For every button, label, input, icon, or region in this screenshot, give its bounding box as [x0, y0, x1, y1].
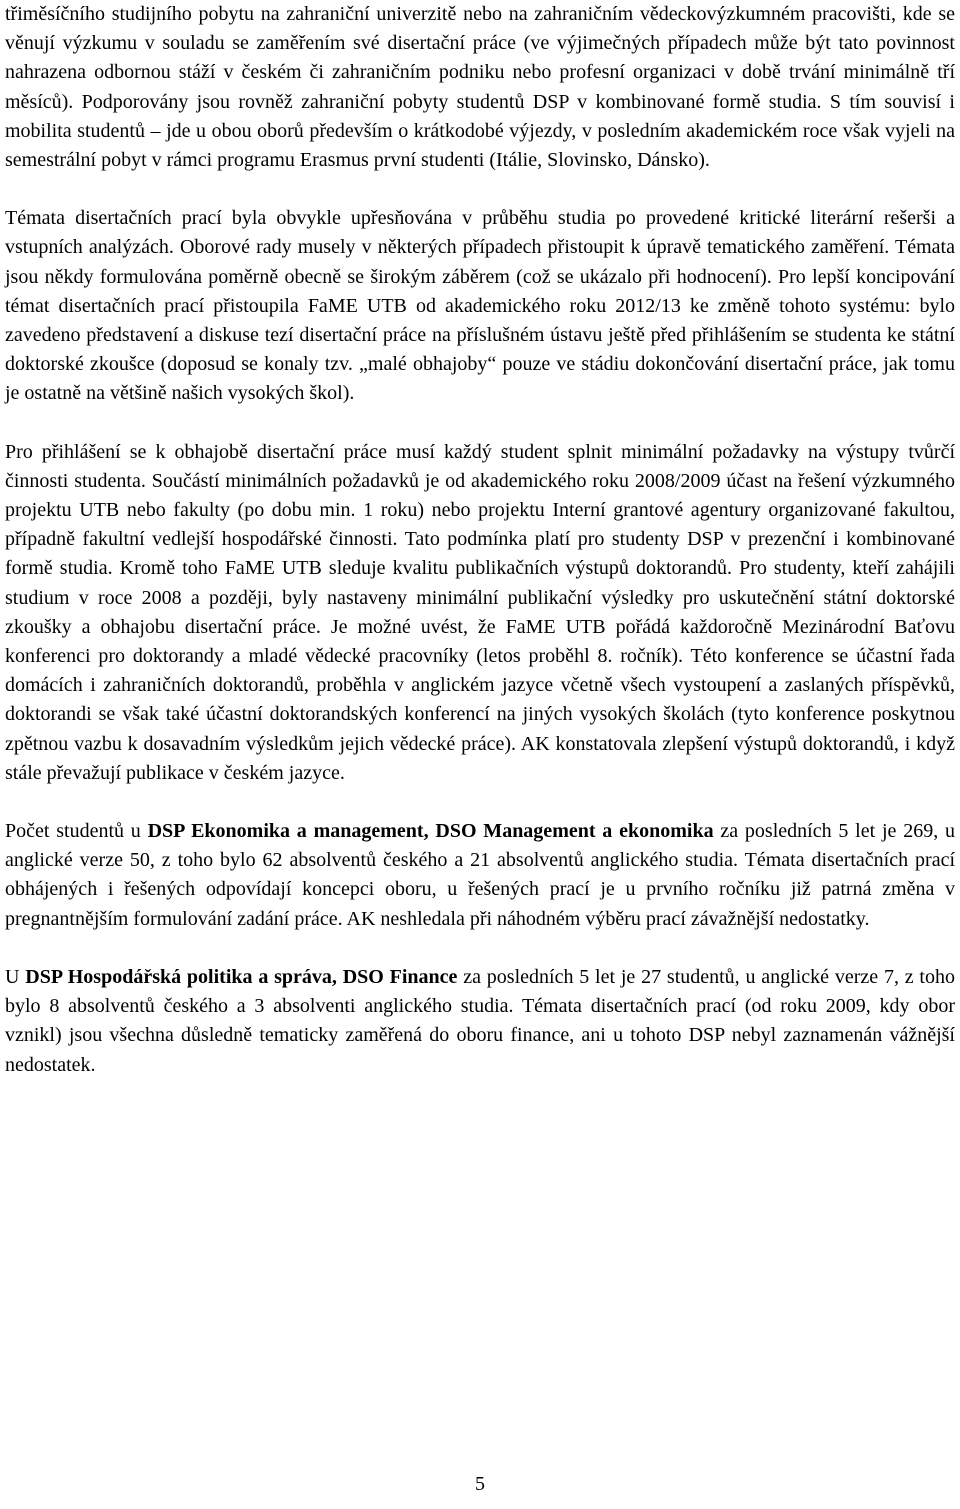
program-name-bold: DSP Hospodářská politika a správa, DSO Finance	[25, 965, 458, 988]
program-name-bold: DSP Ekonomika a management, DSO Management a ekonomika	[147, 820, 714, 843]
paragraph-study-abroad: třiměsíčního studijního pobytu na zahraniční univerzitě nebo na zahraničním vědeckovýzkumném pracovišti, kde se věnují výzkumu v souladu se zaměřením své disertační práce (ve výjimečných případech může být tato povinnost nahrazena odbornou stáží v českém či zahraničním podniku nebo profesní organizaci v době trvání minimálně tří měsíců). Podporovány jsou rovněž zahraniční pobyty studentů DSP v kombinované formě studia. S tím souvisí i mobilita studentů – jde u obou oborů především o krátkodobé výjezdy, v posledním akademickém roce však vyjeli na semestrální pobyt v rámci programu Erasmus první studenti (Itálie, Slovinsko, Dánsko).	[5, 3, 955, 172]
paragraph-economics-management	[5, 817, 955, 934]
paragraph-economic-policy	[5, 963, 955, 1080]
paragraph-gap	[5, 175, 955, 204]
paragraph-body-text: za posledních 5 let je 269, u anglické verze 50, z toho bylo 62 absolventů českého a 21 absolventů anglického studia. Témata disertačních prací obhájených i řešených odpovídají koncepci oboru, u řešených prací je u prvního ročníku již patrná změna v pregnantnějším formulování zadání práce. AK neshledala při náhodném výběru prací závažnější nedostatky.	[5, 820, 955, 930]
paragraph-lead-text: U	[5, 965, 26, 988]
page-number: 5	[475, 1473, 485, 1495]
paragraph-gap	[5, 788, 955, 817]
paragraph-defense-requirements: Pro přihlášení se k obhajobě disertační práce musí každý student splnit minimální požadavky na výstupy tvůrčí činnosti studenta. Součástí minimálních požadavků je od akademického roku 2008/2009 účast na řešení výzkumného projektu UTB nebo fakulty (po dobu min. 1 roku) nebo projektu Interní grantové agentury organizované fakultou, případně fakultní vedlejší hospodářské činnosti. Tato podmínka platí pro studenty DSP v prezenční i kombinované formě studia. Kromě toho FaME UTB sleduje kvalitu publikačních výstupů doktorandů. Pro studenty, kteří zahájili studium v roce 2008 a později, byly nastaveny minimální publikační výsledky pro uskutečnění státní doktorské zkoušky a obhajobu disertační práce. Je možné uvést, že FaME UTB pořádá každoročně Mezinárodní Baťovu konferenci pro doktorandy a mladé vědecké pracovníky (letos proběhl 8. ročník). Této konference se účastní řada domácích i zahraničních doktorandů, proběhla v anglickém jazyce včetně všech vystoupení a zaslaných příspěvků, doktorandi se však také účastní doktorandských konferencí na jiných vysokých školách (tyto konference poskytnou zpětnou vazbu k dosavadním výsledkům jejich vědecké práce). AK konstatovala zlepšení výstupů doktorandů, i když stále převažují publikace v českém jazyce.	[5, 440, 955, 784]
paragraph-gap	[5, 934, 955, 963]
paragraph-body-text: za posledních 5 let je 27 studentů, u anglické verze 7, z toho bylo 8 absolventů českého a 3 absolventi anglického studia. Témata disertačních prací (od roku 2009, kdy obor vznikl) jsou všechna důsledně tematicky zaměřená do oboru finance, ani u tohoto DSP nebyl zaznamenán vážnější nedostatek.	[5, 965, 955, 1076]
paragraph-lead-text: Počet studentů u	[5, 820, 148, 843]
paragraph-dissertation-topics: Témata disertačních prací byla obvykle upřesňována v průběhu studia po provedené kritické literární rešerši a vstupních analýzách. Oborové rady musely v některých případech přistoupit k úpravě tematického zaměření. Témata jsou někdy formulována poměrně obecně se širokým záběrem (což se ukázalo při hodnocení). Pro lepší koncipování témat disertačních prací přistoupila FaME UTB od akademického roku 2012/13 ke změně tohoto systému: bylo zavedeno představení a diskuse tezí disertační práce na příslušném ústavu ještě před přihlášením se studenta ke státní doktorské zkoušce (doposud se konaly tzv. „malé obhajoby“ pouze ve stádiu dokončování disertační práce, jak tomu je ostatně na většině našich vysokých škol).	[5, 207, 955, 405]
document-body	[5, 0, 955, 1080]
paragraph-gap	[5, 409, 955, 438]
